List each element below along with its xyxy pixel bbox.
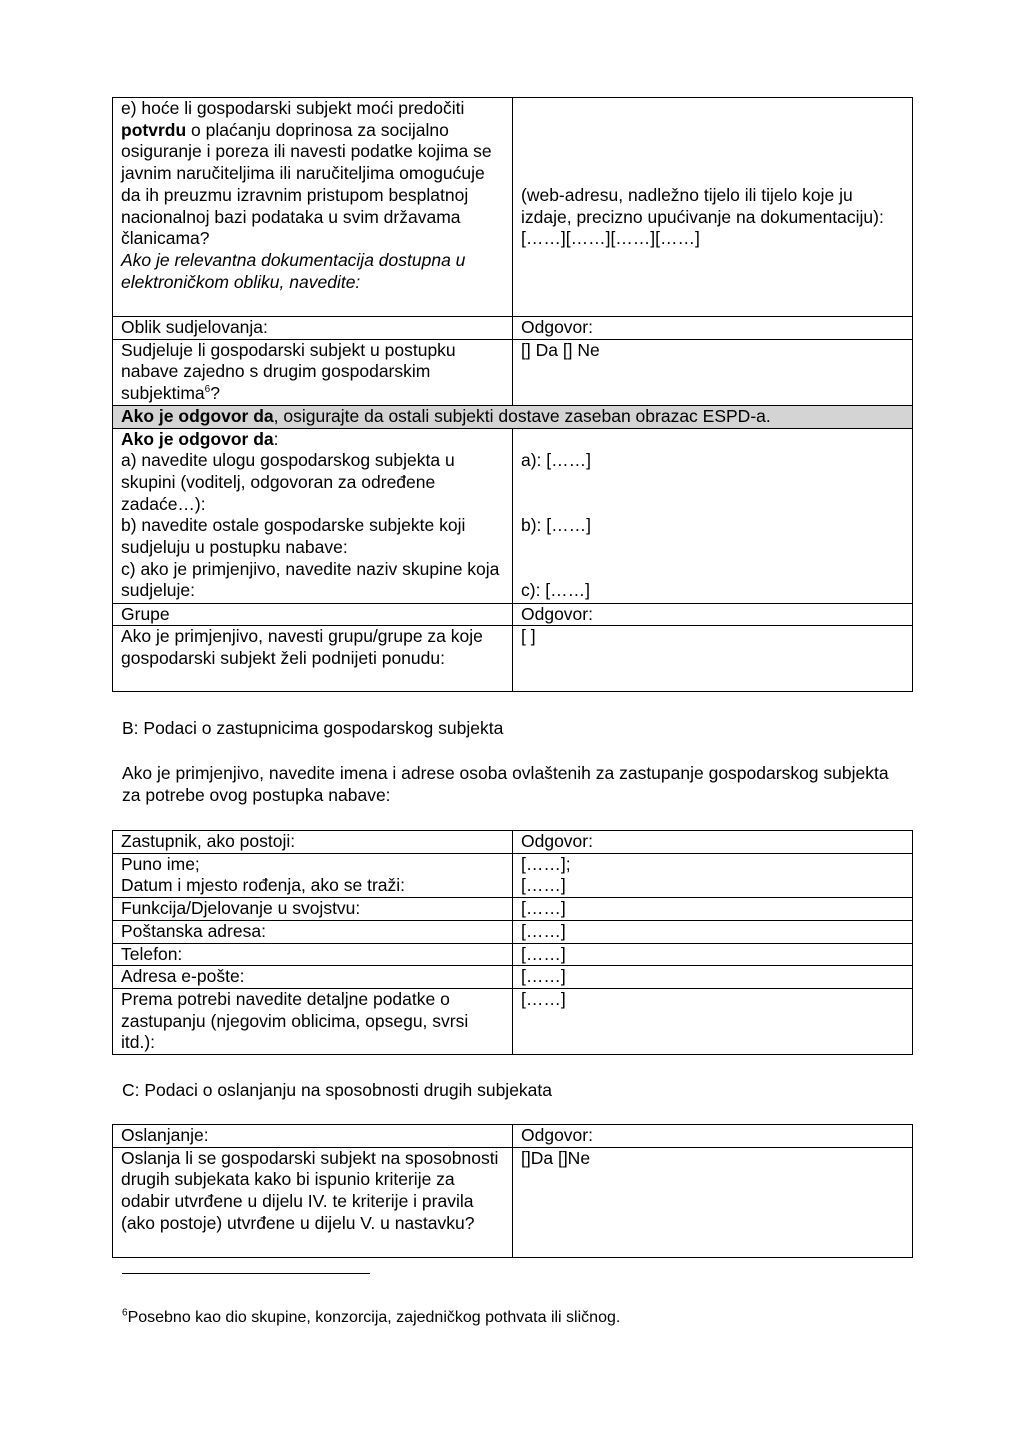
table-row <box>113 831 913 854</box>
lots-question: Ako je primjenjivo, navesti grupu/grupe za koje gospodarski subjekt želi podnijeti ponudu: <box>113 626 513 692</box>
table-row <box>113 898 913 921</box>
full-name-answer[interactable]: [……]; [……] <box>513 853 913 897</box>
function-label: Funkcija/Djelovanje u svojstvu: <box>113 898 513 921</box>
representation-details-answer[interactable]: [……] <box>513 988 913 1054</box>
phone-label: Telefon: <box>113 943 513 966</box>
table-row <box>113 339 913 405</box>
answer-header: Odgovor: <box>513 831 913 854</box>
table-row <box>113 98 913 317</box>
footnote-mark: 6 <box>122 1307 128 1319</box>
table-row <box>113 966 913 989</box>
participation-table <box>112 97 913 692</box>
function-answer[interactable]: [……] <box>513 898 913 921</box>
table-row <box>113 603 913 626</box>
footnote-text: Posebno kao dio skupine, konzorcija, zajedničkog pothvata ili sličnog. <box>127 1309 621 1326</box>
electronic-docs-note: Ako je relevantna dokumentacija dostupna u elektroničkom obliku, navedite: <box>121 249 466 292</box>
joint-participation-question: Sudjeluje li gospodarski subjekt u postupku nabave zajedno s drugim gospodarskim subjektima$^6$? <box>113 339 513 405</box>
lots-label: Grupe <box>113 603 513 626</box>
table-row <box>113 920 913 943</box>
representatives-table <box>112 830 913 1055</box>
reliance-question: Oslanja li se gospodarski subjekt na sposobnosti drugih subjekata kako bi ispunio kriterije za odabir utvrđene u dijelu IV. te kriterije i pravila (ako postoje) utvrđene u dijelu V. u nastavku? <box>113 1147 513 1257</box>
certificate-answer-cell: (web-adresu, nadležno tijelo ili tijelo koje ju izdaje, precizno upućivanje na dokumentaciju): [……][……][……][……] <box>513 98 913 317</box>
table-row <box>113 428 913 603</box>
answer-header: Odgovor: <box>513 317 913 340</box>
representative-label: Zastupnik, ako postoji: <box>113 831 513 854</box>
answer-b[interactable]: b): [……] <box>521 515 592 536</box>
phone-answer[interactable]: [……] <box>513 943 913 966</box>
reliance-label: Oslanjanje: <box>113 1125 513 1148</box>
section-b-heading: B: Podaci o zastupnicima gospodarskog subjekta <box>122 718 504 738</box>
group-details-answers <box>513 428 913 603</box>
answer-c[interactable]: c): [……] <box>521 580 591 601</box>
table-row <box>113 853 913 897</box>
table-row <box>113 626 913 692</box>
answer-header: Odgovor: <box>513 1125 913 1148</box>
full-name-label: Puno ime; Datum i mjesto rođenja, ako se traži: <box>113 853 513 897</box>
footnote <box>122 1307 620 1329</box>
group-details-question: Ako je odgovor da: a) navedite ulogu gospodarskog subjekta u skupini (voditelj, odgovoran za određene zadaće…): b) navedite ostale gospodarske subjekte koji sudjeluju u postupku nabave: c) ako je primjenjivo, navedite naziv skupine koja sudjeluje: <box>113 428 513 603</box>
section-b-intro: Ako je primjenjivo, navedite imena i adrese osoba ovlaštenih za zastupanje gospodarskog subjekta za potrebe ovog postupka nabave: <box>122 763 889 805</box>
email-answer[interactable]: [……] <box>513 966 913 989</box>
certificate-question-cell: e) hoće li gospodarski subjekt moći predočiti potvrdu o plaćanju doprinosa za socijalno osiguranje i poreza ili navesti podatke kojima se javnim naručiteljima ili naručiteljima omogućuje da ih preuzmu izravnim pristupom besplatnoj nacionalnoj bazi podataka u svim državama članicama? Ako je relevantna dokumentacija dostupna u elektroničkom obliku, navedite: <box>113 98 513 317</box>
postal-address-answer[interactable]: [……] <box>513 920 913 943</box>
representation-details-label: Prema potrebi navedite detaljne podatke o zastupanju (njegovim oblicima, opsegu, svrsi itd.): <box>113 988 513 1054</box>
answer-placeholder[interactable]: [……][……][……][……] <box>521 228 700 249</box>
answer-a[interactable]: a): [……] <box>521 450 592 471</box>
yes-no-answer[interactable]: [] Da [] Ne <box>513 339 913 405</box>
footnote-reference: 6 <box>204 384 211 396</box>
footnote-separator <box>122 1273 370 1274</box>
table-row <box>113 317 913 340</box>
reliance-table <box>112 1124 913 1258</box>
postal-address-label: Poštanska adresa: <box>113 920 513 943</box>
section-c-heading: C: Podaci o oslanjanju na sposobnosti drugih subjekata <box>122 1080 553 1100</box>
table-row <box>113 988 913 1054</box>
reliance-answer[interactable]: []Da []Ne <box>513 1147 913 1257</box>
participation-form-label: Oblik sudjelovanja: <box>113 317 513 340</box>
email-label: Adresa e-pošte: <box>113 966 513 989</box>
espd-notice-row: Ako je odgovor da, osigurajte da ostali subjekti dostave zaseban obrazac ESPD-a. <box>113 405 913 428</box>
table-row <box>113 405 913 428</box>
table-row <box>113 1147 913 1257</box>
table-row <box>113 1125 913 1148</box>
answer-header: Odgovor: <box>513 603 913 626</box>
table-row <box>113 943 913 966</box>
lots-answer[interactable]: [ ] <box>513 626 913 692</box>
